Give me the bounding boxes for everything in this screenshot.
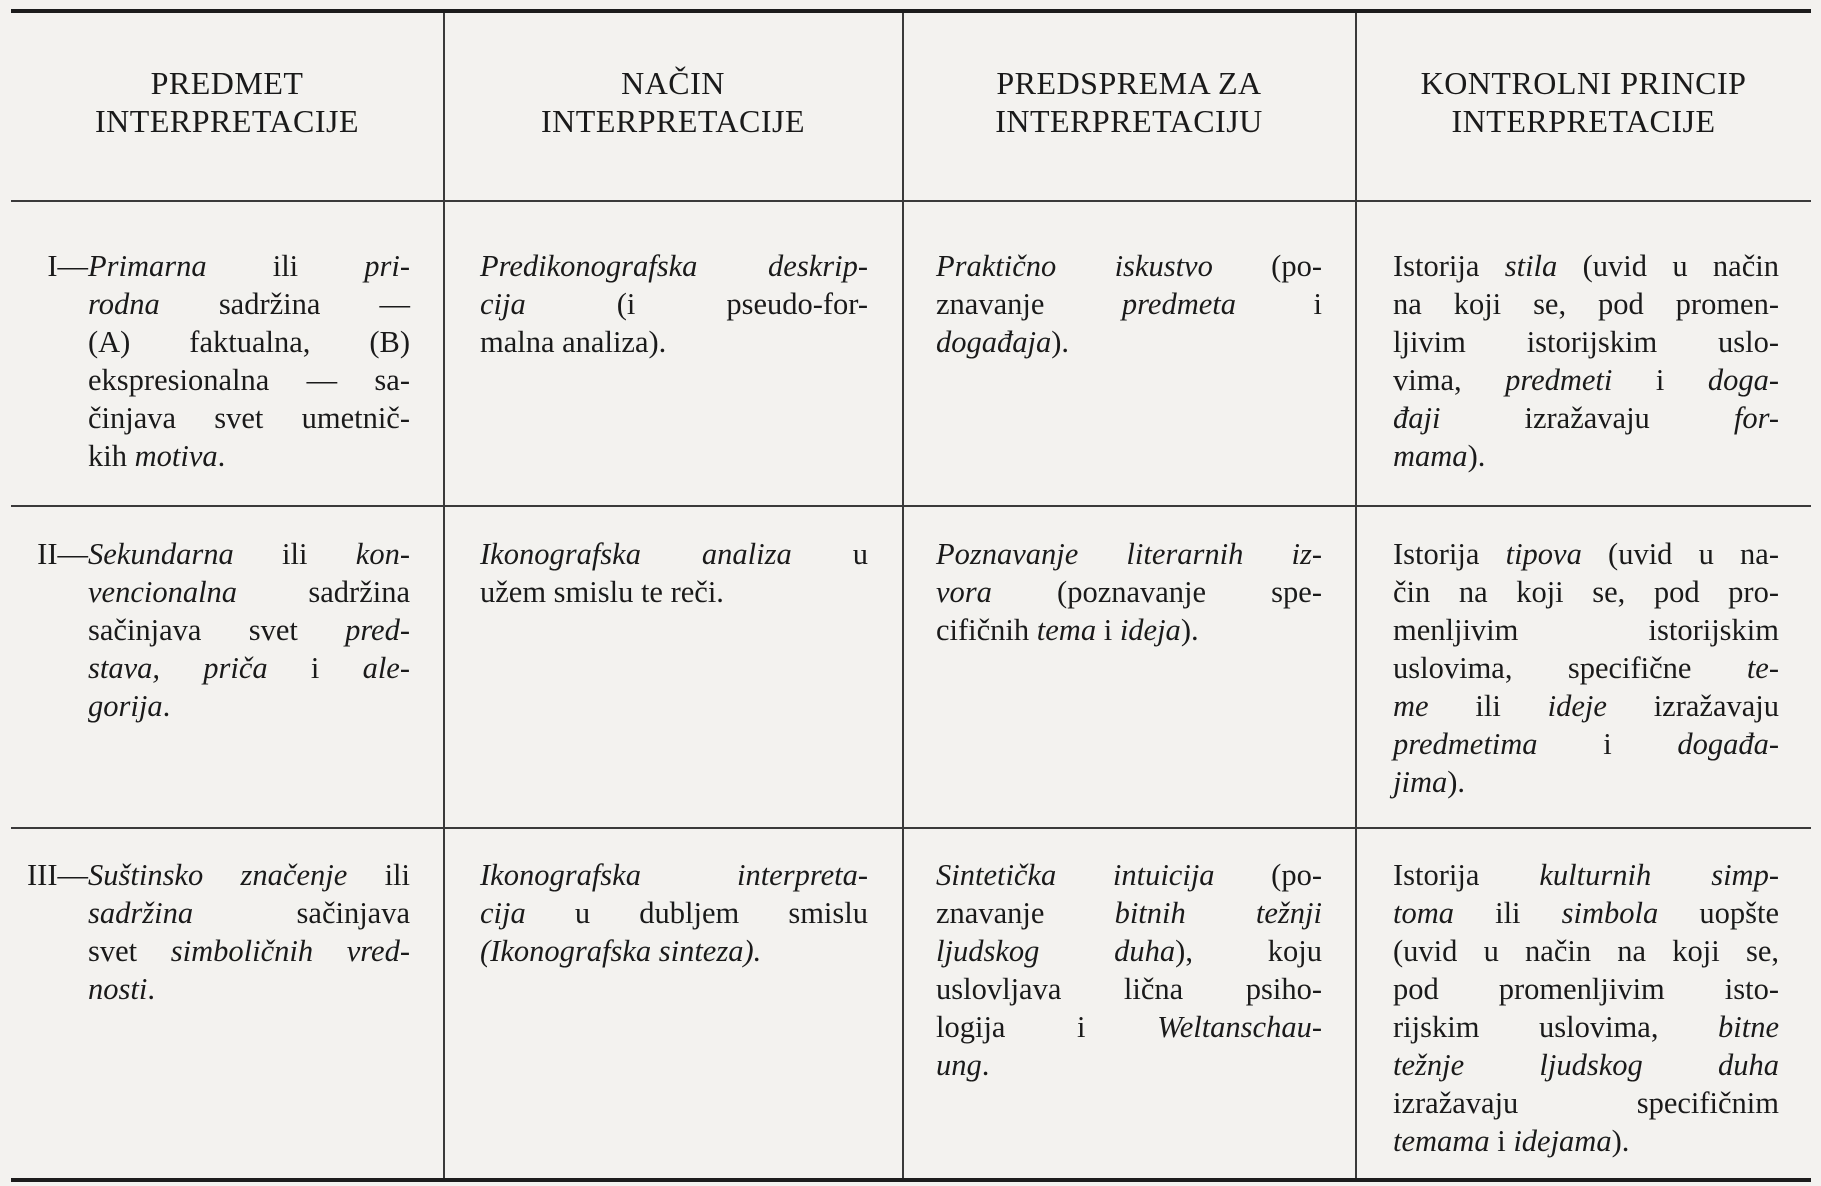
text-span: na koji se, pod promen- [1393,287,1779,321]
italic-span: me [1393,689,1429,723]
text-line [88,247,410,285]
text-span: i [1537,727,1678,761]
text-line [936,535,1322,573]
text-span: (po- [1212,249,1322,283]
text-line [936,1008,1322,1046]
text-line [1393,1122,1779,1160]
text-line [1393,399,1779,437]
text-line [480,323,868,361]
italic-span: ljudskog duha [936,934,1176,968]
header-predmet [11,64,443,140]
column-divider-3 [1355,13,1357,1178]
text-line [1393,1008,1779,1046]
text-line [480,247,868,285]
text-line [480,573,868,611]
header-divider [11,200,1811,202]
cell-nacin-row-3 [480,856,868,970]
text-line [1393,1084,1779,1122]
text-line [1393,932,1779,970]
text-span: uopšte [1658,896,1779,930]
header-line: PREDMET [150,65,304,101]
text-span: cifičnih [936,613,1037,647]
text-span: i [1235,287,1322,321]
italic-span: Suštinsko značenje [88,858,348,892]
italic-span: rodna [88,287,160,321]
italic-span: stila [1504,249,1558,283]
column-divider-2 [902,13,904,1178]
cell-predmet-row-2 [88,535,410,725]
table-bottom-rule [11,1178,1811,1182]
text-span: vima, [1393,363,1506,397]
row-numeral-1: I— [47,249,88,283]
cell-nacin-row-2 [480,535,868,611]
text-line [88,399,410,437]
italic-span: vencionalna [88,575,238,609]
italic-span: Predikonografska deskrip- [480,249,868,283]
text-span: uslovima, specifične [1393,651,1747,685]
italic-span: Sekundarna [88,537,234,571]
italic-span: težnje ljudskog duha [1393,1048,1779,1082]
column-divider-1 [443,13,445,1178]
italic-span: događa- [1677,727,1779,761]
text-span: ili [1454,896,1562,930]
text-span: svet [88,934,171,968]
header-nacin [444,64,902,140]
header-line: INTERPRETACIJE [1451,103,1716,139]
text-span: ). [1467,439,1486,473]
cell-nacin-row-1 [480,247,868,361]
italic-span: for- [1733,401,1779,435]
text-line [1393,763,1779,801]
italic-span: Ikonografska analiza [480,537,792,571]
cell-predsprema-row-1 [936,247,1322,361]
italic-span: Weltanschau- [1157,1010,1322,1044]
text-span: uslovljava lična psiho- [936,972,1322,1006]
text-span: sačinjava svet [88,613,346,647]
text-span: čin na koji se, pod pro- [1393,575,1779,609]
text-span: (uvid u na- [1581,537,1779,571]
text-line [88,970,410,1008]
cell-kontrolni-row-3 [1393,856,1779,1160]
text-line [936,285,1322,323]
cell-predsprema-row-3 [936,856,1322,1084]
text-span: ). [1051,325,1070,359]
text-span: ili [206,249,365,283]
text-line [88,894,410,932]
text-span: rijskim uslovima, [1393,1010,1718,1044]
italic-span: te- [1746,651,1779,685]
italic-span: ung [936,1048,982,1082]
italic-span: Ikonografska interpreta- [480,858,868,892]
text-span: malna analiza). [480,325,667,359]
italic-span: pred- [345,613,410,647]
text-line [1393,573,1779,611]
row-numeral-3: III— [27,858,88,892]
text-line [480,932,868,970]
header-kontrolni [1356,64,1811,140]
text-line [88,856,410,894]
text-line [88,361,410,399]
text-span: izražavaju [1440,401,1734,435]
text-span: užem smislu te reči. [480,575,724,609]
text-line [1393,611,1779,649]
italic-span: gorija [88,689,163,723]
text-line [88,573,410,611]
italic-span: đaji [1393,401,1441,435]
text-line [936,611,1322,649]
italic-span: idejama [1513,1124,1612,1158]
text-span: kih [88,439,135,473]
text-span: . [162,689,171,723]
italic-span: cija [480,896,526,930]
italic-span: jima [1393,765,1448,799]
italic-span: (Ikonografska sinteza). [480,934,762,968]
cell-predmet-row-3 [88,856,410,1008]
text-span: ). [1447,765,1466,799]
text-span: . [147,972,155,1006]
text-span: Istorija [1393,249,1505,283]
text-span: izražavaju [1606,689,1780,723]
italic-span: vora [936,575,992,609]
italic-span: simbola [1561,896,1659,930]
text-span: ljivim istorijskim uslo- [1393,325,1779,359]
text-line [1393,535,1779,573]
text-line [88,687,410,725]
text-line [936,932,1322,970]
cell-kontrolni-row-1 [1393,247,1779,475]
text-line [936,247,1322,285]
text-span: (uvid u način na koji se, [1393,934,1779,968]
text-span: znavanje [936,287,1122,321]
italic-span: cija [480,287,526,321]
italic-span: doga- [1707,363,1779,397]
italic-span: sadržina [88,896,194,930]
text-line [1393,1046,1779,1084]
text-line [1393,361,1779,399]
cell-kontrolni-row-2 [1393,535,1779,801]
italic-span: Sintetička intuicija [936,858,1215,892]
text-line [88,611,410,649]
text-line [936,573,1322,611]
text-line [88,932,410,970]
text-span: i [267,651,363,685]
text-span: u [791,537,869,571]
header-line: PREDSPREMA ZA [996,65,1262,101]
text-span: ekspresionalna — sa- [88,363,410,397]
text-span: sačinjava [193,896,410,930]
italic-span: kulturnih simp- [1539,858,1779,892]
italic-span: tema [1036,613,1097,647]
text-span: logija i [936,1010,1158,1044]
italic-span: kon- [355,537,410,571]
text-span: ili [1428,689,1548,723]
text-span: Istorija [1393,858,1540,892]
italic-span: ideje [1547,689,1607,723]
italic-span: predmeta [1121,287,1236,321]
cell-predsprema-row-2 [936,535,1322,649]
italic-span: tipova [1505,537,1582,571]
row-numeral-2: II— [37,537,88,571]
text-line [1393,285,1779,323]
text-line [1393,856,1779,894]
text-line [88,437,410,475]
text-span: sadržina — [159,287,410,321]
text-line [1393,894,1779,932]
table-top-rule [11,9,1811,13]
italic-span: nosti [88,972,148,1006]
text-line [1393,725,1779,763]
text-span: činjava svet umetnič- [88,401,410,435]
italic-span: predmetima [1393,727,1538,761]
text-line [1393,649,1779,687]
text-span: (uvid u način [1557,249,1779,283]
italic-span: ale- [362,651,410,685]
italic-span: simboličnih vred- [170,934,410,968]
text-line [1393,323,1779,361]
text-line [936,1046,1322,1084]
text-line [88,285,410,323]
text-span: . [981,1048,990,1082]
text-span: izražavaju specifičnim [1393,1086,1779,1120]
italic-span: motiva [134,439,218,473]
italic-span: Poznavanje literarnih iz- [936,537,1322,571]
text-span: u dubljem smislu [525,896,868,930]
text-line [936,856,1322,894]
text-span: pod promenljivim isto- [1393,972,1779,1006]
header-predsprema [903,64,1355,140]
italic-span: pri- [364,249,410,283]
header-line: INTERPRETACIJE [541,103,805,139]
text-span: ), koju [1175,934,1322,968]
text-line [1393,970,1779,1008]
text-line [480,856,868,894]
header-line: KONTROLNI PRINCIP [1420,65,1747,101]
text-span: sadržina [237,575,410,609]
text-span: i [1096,613,1120,647]
italic-span: predmeti [1505,363,1613,397]
text-span: i [1612,363,1708,397]
italic-span: ideja [1119,613,1181,647]
text-line [480,894,868,932]
italic-span: mama [1393,439,1468,473]
italic-span: Praktično iskustvo [936,249,1213,283]
text-line [1393,247,1779,285]
text-line [88,649,410,687]
text-line [1393,687,1779,725]
italic-span: događaja [936,325,1052,359]
text-span: menljivim istorijskim [1393,613,1779,647]
text-span: i [1489,1124,1514,1158]
text-span: ). [1180,613,1199,647]
text-line [480,535,868,573]
text-line [936,970,1322,1008]
italic-span: stava, priča [88,651,268,685]
italic-span: temama [1393,1124,1490,1158]
text-span: . [217,439,226,473]
italic-span: bitne [1718,1010,1779,1044]
text-span: (A) faktualna, (B) [88,325,410,359]
text-line [88,323,410,361]
text-line [936,894,1322,932]
header-line: INTERPRETACIJU [995,103,1263,139]
italic-span: Primarna [88,249,207,283]
italic-span: bitnih težnji [1114,896,1322,930]
text-line [480,285,868,323]
header-line: NAČIN [621,65,725,101]
row-divider-2 [11,827,1811,829]
text-span: ). [1611,1124,1630,1158]
text-span: (po- [1214,858,1322,892]
text-span: (i pseudo-for- [525,287,868,321]
text-line [1393,437,1779,475]
header-line: INTERPRETACIJE [95,103,359,139]
text-span: ili [233,537,356,571]
text-span: ili [347,858,410,892]
text-line [936,323,1322,361]
row-divider-1 [11,505,1811,507]
text-span: znavanje [936,896,1115,930]
italic-span: toma [1393,896,1454,930]
text-line [88,535,410,573]
text-span: (poznavanje spe- [991,575,1322,609]
cell-predmet-row-1 [88,247,410,475]
text-span: Istorija [1393,537,1506,571]
